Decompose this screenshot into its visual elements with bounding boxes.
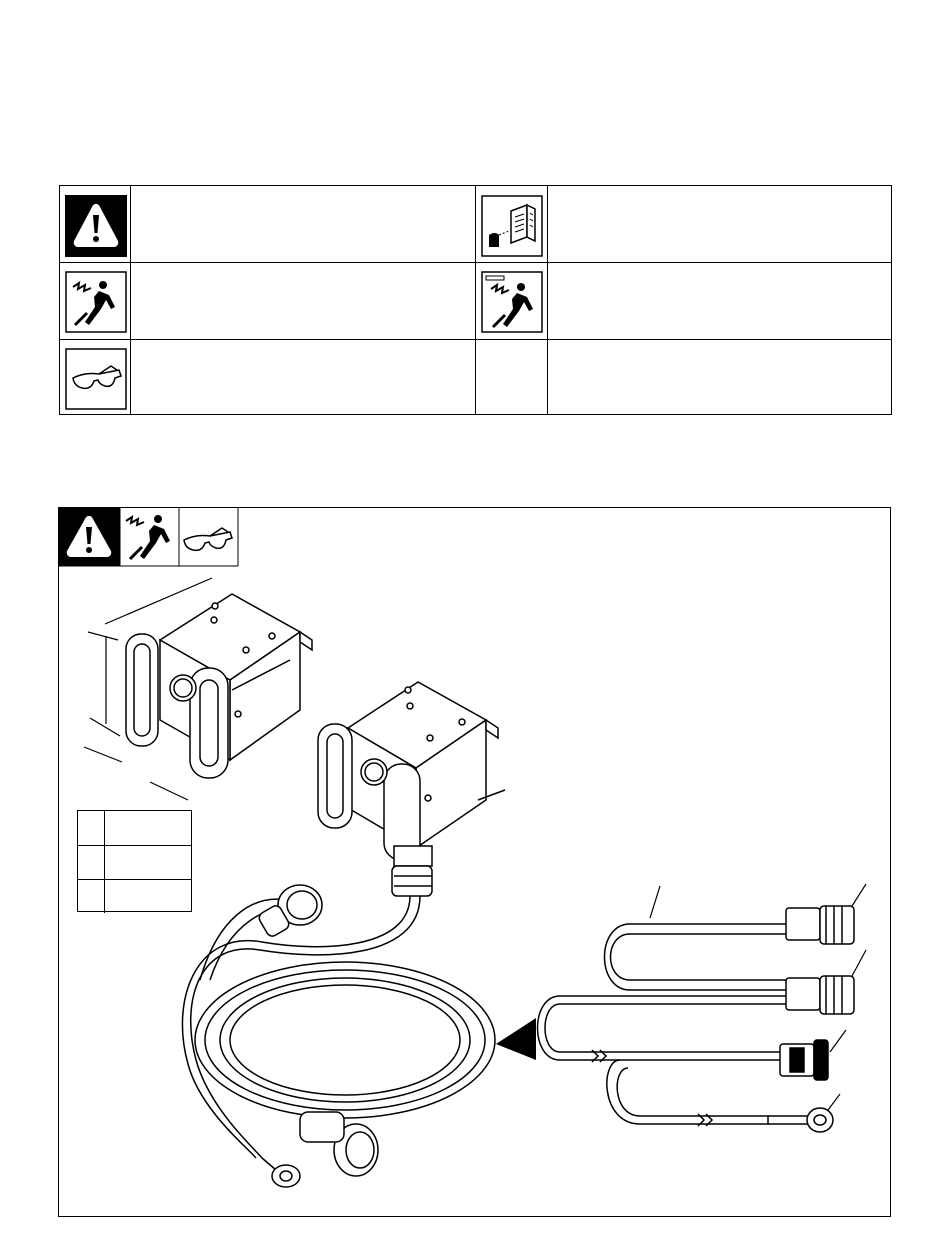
- dimension-row: [78, 879, 191, 913]
- dimension-row: [78, 811, 191, 845]
- ring-terminal-left: [262, 1158, 300, 1187]
- header-icon-strip: [58, 507, 238, 566]
- dimension-key: [78, 880, 105, 913]
- round-connector-top: [257, 885, 322, 938]
- dimension-row: [78, 845, 191, 879]
- ring-terminal-right: [768, 1108, 833, 1132]
- dimension-key: [78, 811, 105, 845]
- detail-pointer: [496, 1018, 536, 1060]
- dimension-key: [78, 846, 105, 879]
- warning-triangle-icon: [59, 508, 120, 566]
- electric-shock-icon: [126, 515, 170, 559]
- safety-glasses-icon: [184, 528, 232, 550]
- round-connector-bottom: [300, 1112, 378, 1176]
- dimensions-table: [77, 810, 192, 912]
- plug-connector-2: [786, 976, 854, 1014]
- plug-connector-3: [780, 1040, 828, 1080]
- control-box-with-handles: [126, 594, 312, 778]
- plug-connector-1: [786, 906, 854, 944]
- cord-end-connectors: [538, 924, 787, 1126]
- control-box-with-connector: [318, 682, 505, 896]
